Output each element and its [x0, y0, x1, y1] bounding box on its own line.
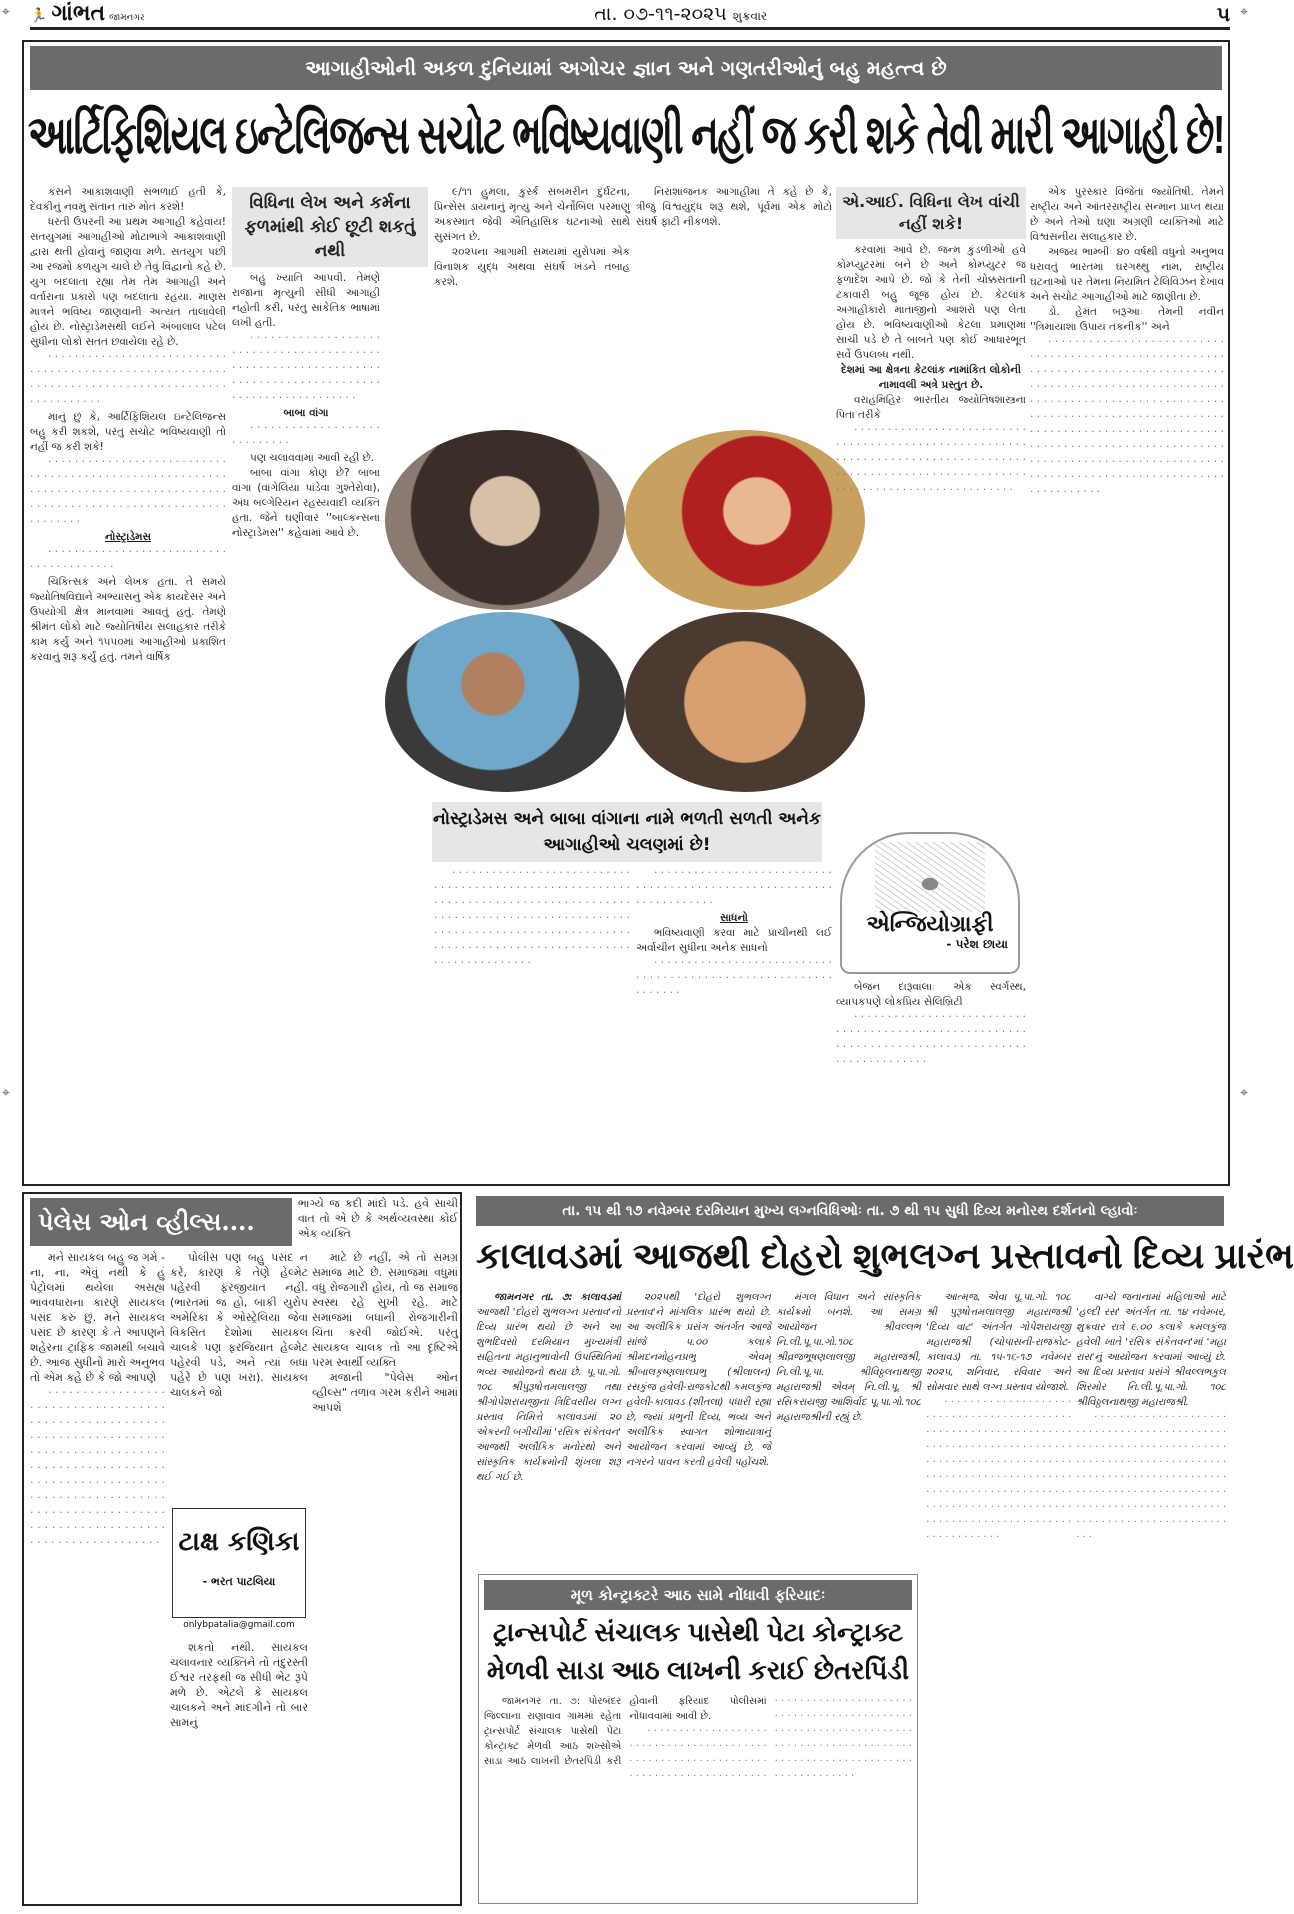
- paragraph: · · · · · · · · · · · · · · · · · · · · · · · · · · · · · · · · · · · · · · · · · · · · · · · · · · · · · · · · · · · · · · · · · · · · · · · · · · · · · · · · · · · · · · · · · · · · · · · · · · · · · · · · · · · · · · · · · · · · · · · · · · · · · · · · · · · · · · · · · · · · · · · · · · · · · · · · · · · · · · · · · · · · · · · · · · · · · · · · · · · · · · · · · · · · · · · · · · · · · · · · · · · · · · · · · · · · · · · · · · · · · · · · · · · · · · · · · · · · · · · · · · · · · · · · · · · · · · · · · · · · · · · · · · · · · · · · · · · · · · · · · · · · · · · · · · · · · · · · · ·: [1030, 336, 1224, 498]
- paragraph: વરાહમિહિરઃ ભારતીય જ્યોતિષશાસ્ત્રના પિતા તરીકે: [836, 394, 1026, 421]
- paragraph: ૨૦૨૫ના આગામી સમયમાં યુરોપમાં એક વિનાશક યુદ્ધ અથવા સંઘર્ષ ખંડને તબાહ કરશે.: [434, 246, 630, 288]
- paragraph: ધરતી ઉપરની આ પ્રથમ આગાહી કહેવાય! સતયુગમાં આગાહીઓ મોટાભાગે આકાશવાણી દ્વારા થતી હોવાનું જાણવા મળે. સતયુગ પછી આ રજમો કળયુગ ચાલે છે તેવું વિદ્વાનો કહે છે. યુગ બદલાતા રહ્યા તેમ તેમ આગાહી અને વર્તારાના પ્રકારો પણ બદલાતા રહયા. માણસ માત્રને ભવિષ્ય જાણવાની અત્યંત તાલાવેલી હોય છે. નોસ્ટ્રાડેમસથી લઈને અંબાલાલ પટેલ સુધીના લોકો સતત છવાયેલા રહે છે.: [30, 216, 226, 348]
- date-text: તા. ૦૭-૧૧-૨૦૨૫: [594, 2, 727, 25]
- paragraph: · · · · · · · · · · · · · · · · · · · · · · · · · · · · · · · · · · · · · · · · · · · · · · · · · · · · · · · · · · · · · · · · · · · · · · · · · · · · · · · · · · · · · · · · · · · · · · · · · · · · · · · · · · · · · · · · · · · · · · · · · · · · · · · · · · · · · · · · · · · · · · · · · · · · · · · · · · · · · · · · · · · · · · · · · · · · · · · · · · · · · · · · · · · · · · · · · · · · · · · · · · · · · · · · · · · · · · · ·: [926, 1397, 1071, 1543]
- palace-intro: [298, 1196, 458, 1246]
- author-byline: - પરેશ છાયા: [946, 937, 1008, 951]
- paragraph: મંગલ વિધાન અને સાંસ્કૃતિક કાર્યક્રમો બનશે. આ સમગ્ર આયોજન શ્રીવલ્લભ નિ.લી.પૂ.પા.ગો.૧૦૮ શ્રીવ્રજભૂષણલાલજી મહારાજશ્રી, નિ.લી.પૂ.પા. શ્રીવિઠ્ઠલનાથજી મહારાજશ્રી એવમ્ નિ.લી.પૂ. શ્રી રસિકરાયજી આશિર્વાદ પૂ.પા.ગો.૧૦૮ મહારાજશ્રીની રહ્યું છે.: [776, 1292, 921, 1423]
- paragraph: આજથી 'દોહરો શુભલગ્ન પ્રસ્તાવ'નો દિવ્ય પ્રારંભ થયો છે અને આ શુભદિવસો દરમિયાન મુખ્યમંત્રી સહિતના મહાનુભાવોની ઉપસ્થિતિમાં ભવ્ય આયોજનો થયા છે. પૂ.પા.ગો. ૧૦૮ શ્રીપુરૂષોત્તમલાલજી તથા શ્રીગોપેશરાયજીના ત્રિદિવસીય લગ્ન પ્રસ્તાવ નિમિત્તે કાલાવડમાં ૨૦ એકરની બગીચીમાં 'રસિક સંકેતવન' આજથી અલૌકિક મનોરથો અને સાંસ્કૃતિક કાર્યક્રમોની શૃંખલા શરૂ થઈ ગઈ છે.: [476, 1307, 621, 1483]
- palace-col-2: [170, 1250, 308, 1500]
- main-col-5-bottom: [836, 980, 1026, 1180]
- paragraph: નિરાશાજનક આગાહીમાં તે કહે છે કે, ત્રીજું વિશ્વયુદ્ધ શરૂ થશે, પૂર્વમાં એક મોટો સંઘર્ષ ફાટી નીકળશે.: [636, 186, 832, 228]
- paragraph: ડો. હેમંત બરૂઆઃ તેમની નવીન ''ત્રિમાયાશા ઉપાય તકનીક'' અને: [1030, 306, 1224, 333]
- pullquote-box: એ.આઈ. વિધિના લેખ વાંચી નહીં શકે!: [836, 187, 1026, 239]
- paragraph: માટે છે નહીં, એ તો સમગ્ર સમાજ માટે છે. સમાજમાં વધુમાં વધુ રોજગારી હોય, તો જ સમાજ સ્વસ્થ રહે સુખી રહે. માટે સમાજમાં બધાની રોજગારીની ચિંતા કરવી જોઈએ. પરંતુ સાયકલ ચાલક તો આ દૃષ્ટિએ પરમ સ્વાર્થી વ્યક્તિ: [312, 1251, 458, 1369]
- paragraph: બેજન દારૂવાલાઃ એક સ્વર્ગસ્થ, વ્યાપકપણે લોકપ્રિય સેલિબ્રિટી: [836, 981, 1026, 1008]
- paragraph: કરવામાં આવે છે. જન્મ કુંડળીઓ હવે કોમ્પ્યુટરમાં બને છે અને કોમ્પ્યુટર જ ફળાદેશ આપે છે. જો કે તેની ચોક્કસતાની ટકાવારી બહુ જૂજ હોય છે. કેટલાંક અગાહીકારો માતાજીનો આશરો પણ લેતા હોય છે. ભવિષ્યવાણીઓ કેટલા પ્રમાણમાં સાચી પડે છે તે બાબતે પણ કોઈ આધારભૂત સર્વે ઉપલબ્ધ નથી.: [836, 244, 1026, 361]
- paragraph: · · · · · · · · · · · · · · · · · · · · · · · · · · · ·: [232, 422, 380, 449]
- paragraph: અજય ભામ્બીઃ ૪૦ વર્ષથી વધુનો અનુભવ ધરાવતું ભારતમાં ઘરગથ્થુ નામ, રાષ્ટ્રીય ઘટનાઓ પર તેમના નિયમિત ટેલિવિઝન દેખાવ અને સચોટ આગાહીઓ માટે જાણીતા છે.: [1030, 246, 1224, 303]
- page-number: ૫: [1216, 1, 1230, 26]
- weekday-text: શુક્રવાર: [732, 8, 768, 23]
- palace-col-1: [30, 1250, 165, 1900]
- paragraph: · · · · · · · · · · · · · · · · · · · · · · · · · · · · · · · · · · · · · · · · · · · · · · · · · · · · · · · · · · · · · · · · · · · · · · · · · · · · · · · · · · · · · · · · · · · · · · · · · · · · · · · · · · · · · · · · · · · · · · · · · · · · · · · · · · · · · · · · · · · · · · · · · · · · · · · · · · · · · · · · · · · · · · · · · · · · · · · · · · · · · · · · · · ·: [434, 867, 630, 969]
- paragraph: · · · · · · · · · · · · · · · · · · · · · · · · · · · · · · · · · · · · · · · · · · · · · · · · · · · · · · · · · · · · · · · · · · · · · · · · · · · · · · · · · · · · · · · · · · · · · · · · · · · · · · · · · · · · · · · · · · · · · · · · · · · · · · · · · · · · · · · · · · · · · · · · · · · · · · · · · · · · · · · · · · · · · · · · · · · · · · · · · · · · · · · · · · · · · · · · · · · · · · · · · · · · · · · ·: [629, 1696, 912, 1782]
- main-col-4-bottom: [636, 866, 832, 1178]
- subheading: દેશમાં આ ક્ષેત્રના કેટલાંક નામાંકિત લોકોની નામાવલી અત્રે પ્રસ્તુત છે.: [840, 364, 1022, 391]
- paragraph: પોલીસ પણ બહુ પસંદ ન કરે, કારણ કે તેણે હેલ્મેટ પહેરવી ફરજીયાત નહીં. (ભારતમાં જ હો, બાકી યુરોપ અમેરિકા કે ઓસ્ટ્રેલિયા જેવા વિકસિત દેશોમાં સાયકલ ચાલકે પણ ફરજિયાત હેલ્મેટ પહેરવી પડે, અને ત્યાં બધા પહેરે છે પણ ખરા). સાયકલ ચાલકને જો: [170, 1251, 308, 1399]
- palace-col-2-bottom: [170, 1640, 308, 1900]
- author-byline: - ભરત પાટલિયા: [202, 1575, 276, 1588]
- kalavad-col-2: [626, 1290, 771, 1566]
- paragraph: માનું છું કે, આર્ટિફિશિયલ ઇન્ટેલિજન્સ બહુ કરી શકશે, પરંતુ સચોટ ભવિષ્યવાણી તો નહીં જ કરી શકે!: [30, 411, 226, 453]
- kalavad-col-4: [926, 1290, 1071, 1900]
- masthead: [30, 0, 1230, 30]
- section-heading-baba-vanga: બાબા વાંગા: [283, 407, 329, 419]
- paragraph: મને સાયકલ બહુ જ ગમે - ના, ના, એવું નથી કે હું પેટ્રોલમાં થયેલા અસહ્ય ભાવવધારાના કારણે સાયકલ પસંદ કરું છું. મને સાયકલ પસંદ છે કારણ કે તે આપણને શહેરના ટ્રાફિક જામથી બચાવે છે. આજ સુધીનો મારો અનુભવ તો એમ કહે છે કે જો આપણે: [30, 1251, 165, 1384]
- paragraph: ૯/૧૧ હુમલા, કુર્સ્ક સબમરીન દુર્ઘટના, પ્રિન્સેસ ડાયનાનું મૃત્યુ અને ચેર્નોબિલ પરમાણુ અકસ્માત જેવી ઐતિહાસિક ઘટનાઓ સાથે સુસંગત છે.: [434, 186, 630, 243]
- main-col-3-bottom: [434, 866, 630, 1178]
- paragraph: · · · · · · · · · · · · · · · · · · · · · · · · · · · · · · · · · · · · · · · · · · · · · · · · · · · · · · · · · · · · · · · · · · · · · · · · · · · · · · · · · · · · · · · · · · · · · · · ·: [30, 351, 226, 408]
- logo-text: ગાંભત: [51, 1, 106, 26]
- paragraph: · · · · · · · · · · · · · · · · · · · · · · · · · · · · · · · · · · · · · · · · · · · · · · · · · · · · · · · · · · · · · · ·: [636, 957, 832, 999]
- main-headline: આર્ટિફિશિયલ ઇન્ટેલિજન્સ સચોટ ભવિષ્યવાણી નહીં જ કરી શકે તેવી મારી આગાહી છે!: [28, 105, 1224, 165]
- paragraph: ચિકિત્સક અને લેખક હતા. તે સમયે જ્યોતિષવિદ્યાને અભ્યાસનું એક કાયદેસર અને ઉપયોગી ક્ષેત્ર માનવામાં આવતું હતું. તેમણે શ્રીમંત લોકો માટે જ્યોતિષીય સલાહકાર તરીકે કામ કર્યું અને ૧૫૫૦માં આગાહીઓ પ્રકાશિત કરવાનું શરૂ કર્યું હતું. તમને વાર્ષિક: [30, 576, 226, 663]
- palace-title: પેલેસ ઓન વ્હીલ્સ....: [30, 1198, 292, 1246]
- section-heading-nostradamus: નોસ્ટ્રાડેમસ: [104, 531, 151, 543]
- contract-kicker: મૂળ કોન્ટ્રાક્ટરે આઠ સામે નોંધાવી ફરિયાદઃ: [484, 1580, 912, 1610]
- main-col-5: [836, 185, 1026, 825]
- newspaper-logo: [30, 1, 145, 26]
- contract-body: [484, 1694, 912, 1900]
- paragraph: બાબા વાંગા કોણ છે? બાબા વાંગા (વાંગેલિયા પાંડેવા ગુશ્તેરોવા), અંધ બલ્ગેરિયન રહસ્યવાદી વ્યક્તિ હતા. જેને ઘણીવાર ''બાલ્કન્સના નોસ્ટ્રાડેમસ'' કહેવામાં આવે છે.: [232, 467, 380, 539]
- column-logo-text: એન્જિયોગ્રાફી: [866, 912, 994, 937]
- main-kicker: આગાહીઓની અકળ દુનિયામાં અગોચર જ્ઞાન અને ગણતરીઓનું બહુ મહત્ત્વ છે: [30, 46, 1222, 90]
- pullquote-box: વિધિના લેખ અને કર્મના ફળમાંથી કોઈ છૂટી શકતું નથી: [232, 187, 428, 267]
- kalavad-col-1: [476, 1290, 621, 1566]
- contract-headline-line-1: ટ્રાન્સપોર્ટ સંચાલક પાસેથી પેટા કોન્ટ્રાક્ટ: [492, 1617, 904, 1647]
- paragraph: · · · · · · · · · · · · · · · · · · · · · · · · · · · · · · · · · · · · · · · · · · · · · · · · · · · · · · · · · · · · · · · · · · · · · · · · · · · · · · · · · · · · · · · · · · · · · · · · · · · · · · · · · · · · · · · · · · · · · · · · · · · · · · · · · · · · · · · · · · · · · · · · · · · · · · · · · · · · · · · · · · · · · · · · · · · · · · · · · · · · · · · · · · · · · · · · · · · · · · · · · · · · · · ·: [30, 1386, 165, 1549]
- paragraph: · · · · · · · · · · · · · · · · · · · · · · · · · · · · · · · · · · · · · · · · · · · · · · · · · · · · · · · · · · · · · · · · · · · ·: [636, 867, 832, 909]
- paragraph: · · · · · · · · · · · · · · · · · · · · · · · · · · · · · · · · · · · · · · · ·: [30, 546, 226, 573]
- paragraph: પણ ચલાવવામાં આવી રહી છે.: [250, 452, 375, 464]
- paragraph: આત્મજ, એવા પૂ.પા.ગો. ૧૦૮ શ્રી પુરૂષોત્તમલાલજી મહારાજશ્રી 'દિવ્ય વાટ' અંતર્ગત ગોપેશરાયજી મહારાજશ્રી (ચોપાસની-રાજકોટ-કાલાવડ) તા. ૧૫-૧૬-૧૭ નવેમ્બર ૨૦૨૫, શનિવાર, રવિવાર અને સોમવાર સાથે લગ્ન પ્રસ્તાવ યોજાશે.: [926, 1292, 1071, 1393]
- kalavad-col-3: [776, 1290, 921, 1566]
- paragraph: · · · · · · · · · · · · · · · · · · · · · · · · · · · · · · · · · · · · · · · · · · · · · · · · · · · · · · · · · · · · · · · · · · · · · · · · · · · · · · · · · · · · · · · · · · · · · · · · · · · · · · · ·: [232, 332, 380, 404]
- paragraph: કંસને આકાશવાણી સંભળાઈ હતી કે, દેવકીનું નવમું સંતાન તારું મોત કરશે!: [30, 186, 226, 213]
- main-col-4: [636, 185, 832, 425]
- paragraph: · · · · · · · · · · · · · · · · · · · · · · · · · · · · · · · · · · · · · · · · · · · · · · · · · · · · · · · · · · · · · · · · · · · · · · · · · · · · · · · · · · · · · · · · · · · · · · · · · · · · · · · · · · · · · · · · · · · · · · · · · ·: [30, 456, 226, 528]
- contract-headline-line-2: મેળવી સાડા આઠ લાખની કરાઈ છેતરપિંડી: [486, 1655, 910, 1685]
- paragraph: જામનગર તા. ૭: પોરબંદર જિલ્લાના રાણાવાવ ગામમાં રહેતા ટ્રાન્સપોર્ટ સંચાલક પાસેથી પેટા કોન્ટ્રાક્ટ મેળવી આઠ શખ્સોએ સાડા આઠ લાખની છેતરપિંડી કરી હોવાની ફરિયાદ પોલીસમાં નોંધાવવામાં આવી છે.: [484, 1696, 767, 1767]
- main-col-3: [434, 185, 630, 425]
- kalavad-kicker: તા. ૧૫ થી ૧૭ નવેમ્બર દરમિયાન મુખ્ય લગ્નવિધિઓઃ તા. ૭ થી ૧૫ સુધી દિવ્ય મનોરથ દર્શનનો લ્હાવોઃ: [476, 1196, 1224, 1226]
- runner-icon: 🏃: [30, 8, 48, 24]
- column-logo-angiography: [840, 832, 1020, 974]
- paragraph: · · · · · · · · · · · · · · · · · · · · · · · · · · · · · · · · · · · · · · · · · · · · · · · · · · · · · · · · · · · · · · · · · · · · · · · · · · · · · · · · · · · · · · · · · · · · · · · · · · · · · · · · · · · · · · · · · · · · · · · · · · · · · · · · · · · · · · · · ·: [836, 424, 1026, 496]
- paragraph: એક પુરસ્કાર વિજેતા જ્યોતિષી. તેમને રાષ્ટ્રીય અને આંતરરાષ્ટ્રીય સન્માન પ્રાપ્ત થયા છે અને તેઓ ઘણા અગ્રણી વ્યક્તિઓ માટે વિશ્વસનીય સલાહકાર છે.: [1030, 186, 1224, 243]
- photo-baba-vanga: [385, 430, 625, 610]
- paragraph: વાગ્યે જનાનામાં મહિલાઓ માટે 'હલ્દી રસ' અંતર્ગત તા. ૧૪ નવેમ્બર, શુક્રવાર રાત્રે ૯.૦૦ કલાકે કમલકુંજ હવેલી ખાતે 'રસિક સંકેતવન'માં 'મહા રાસ'નું આયોજન કરવામાં આવ્યું છે. આ દિવ્ય પ્રસ્તાવ પ્રસંગે શ્રીવલ્લભકુલ શિરમોર નિ.લી.પૂ.પા.ગો. ૧૦૮ શ્રીવિઠ્ઠલનાથજી મહારાજશ્રી.: [1076, 1292, 1226, 1408]
- paragraph: ભાગ્યે જ કદી માંદો પડે. હવે સાચી વાત તો એ છે કે અર્થવ્યવસ્થા કોઈ એક વ્યક્તિ: [298, 1197, 458, 1240]
- paragraph: ભવિષ્યવાણી કરવા માટે પ્રાચીનથી લઈ અર્વાચીન સુધીના અનેક સાધનો: [636, 927, 832, 954]
- photo-astrologer: [625, 430, 865, 610]
- dateline: જામનગર તા. ૭: કાલાવડમાં: [494, 1292, 621, 1303]
- main-col-2: [232, 185, 416, 1180]
- main-col-1: [30, 185, 226, 1180]
- column-logo-tax-kanika: [172, 1508, 306, 1618]
- main-col-6: [1030, 185, 1224, 1180]
- registration-mark-icon: ⌖: [2, 1085, 10, 1101]
- author-email[interactable]: onlybpatalia@gmail.com: [183, 1620, 295, 1630]
- paragraph: શકતો નથી. સાયકલ ચલાવનાર વ્યક્તિને તો તંદુરસ્તી ઈશ્વર તરફથી જ સીધી ભેટ રૂપે મળે છે. એટલે કે સાયકલ ચાલકને અને માંદગીને તો બાર સામનું: [170, 1641, 308, 1729]
- photo-palm-reading: [625, 612, 865, 792]
- kalavad-headline: કાલાવડમાં આજથી દોહરો શુભલગ્ન પ્રસ્તાવનો દિવ્ય પ્રારંભ: [476, 1235, 1294, 1276]
- kalavad-col-5: [1076, 1290, 1226, 1900]
- paragraph: · · · · · · · · · · · · · · · · · · · · · · · · · · · · · · · · · · · · · · · · · · · · · · · · · · · · · · · · · · · · · · · · · · · · · · · · · · · · · · · · · · · · · · · · · · · · · · · ·: [836, 1011, 1026, 1068]
- column-logo-text: ટાક્ષ કણિકા: [178, 1527, 300, 1557]
- section-heading-tools: સાધનો: [720, 912, 748, 924]
- issue-date: [594, 3, 767, 25]
- registration-mark-icon: ⌖: [1240, 4, 1248, 20]
- registration-mark-icon: ⌖: [1240, 1085, 1248, 1101]
- edition-city: જામનગર: [109, 13, 145, 23]
- paragraph: · · · · · · · · · · · · · · · · · · · · · · · · · · · · · · · · · · · · · · · · · · · · · · · · · · · · · · · · · · · · · · · · · · · · · · · · · · · · · · · · · · · · · · · · · · · · · · · · · · · · · · · · · · · · · · · · · · · · · · · · · · · · · · · · · · · · · · · · · · · · · · · · · · · · · · · · · · · · · · · · · · · · · · · · · · · · · · · · · · · · · · · · · · · · · · · ·: [1076, 1412, 1226, 1543]
- pullquote-box: નોસ્ટ્રાડેમસ અને બાબા વાંગાના નામે ભળતી સળતી અનેક આગાહીઓ ચલણમાં છે!: [432, 802, 822, 862]
- photo-old-man: [385, 612, 625, 792]
- brain-vessels-icon: [875, 842, 985, 912]
- palace-col-3: [312, 1250, 458, 1900]
- registration-mark-icon: ⌖: [2, 4, 10, 20]
- paragraph: મજાની "પેલેસ ઓન વ્હીલ્સ" તળાવ ગરમ કરીને આમાં આપશે: [312, 1371, 458, 1414]
- paragraph: ૨૦૨૫થી 'દોહરો શુભલગ્ન પ્રસ્તાવ'ને માંગલિક પ્રારંભ થયો છે. આ અલૌકિક પ્રસંગ અંતર્ગત આજે સાંજે ૫.૦૦ કલાકે શ્રીમદનમોહનપ્રભુ એવમ્ શ્રીબાલકૃષ્ણલાલપ્રભુ (શ્રીલાલન) રસકુંજ હવેલી-રાજકોટથી કમલકુંજ હવેલી-કાલાવડ (શીતલા) પધારી રહ્યા છે, જ્યાં પ્રભુની દિવ્ય, ભવ્ય અને અલૌકિક સ્વાગત શોભાયાત્રાનું આયોજન કરવામાં આવ્યું છે, જે નગરને પાવન કરતી હવેલી પહોંચશે.: [626, 1292, 771, 1468]
- paragraph: બહુ ખ્યાતિ આપવી. તેમણે રાજાના મૃત્યુની સીધી આગાહી નહોતી કરી, પરંતુ સાંકેતિક ભાષામાં લખી હતી.: [232, 272, 380, 329]
